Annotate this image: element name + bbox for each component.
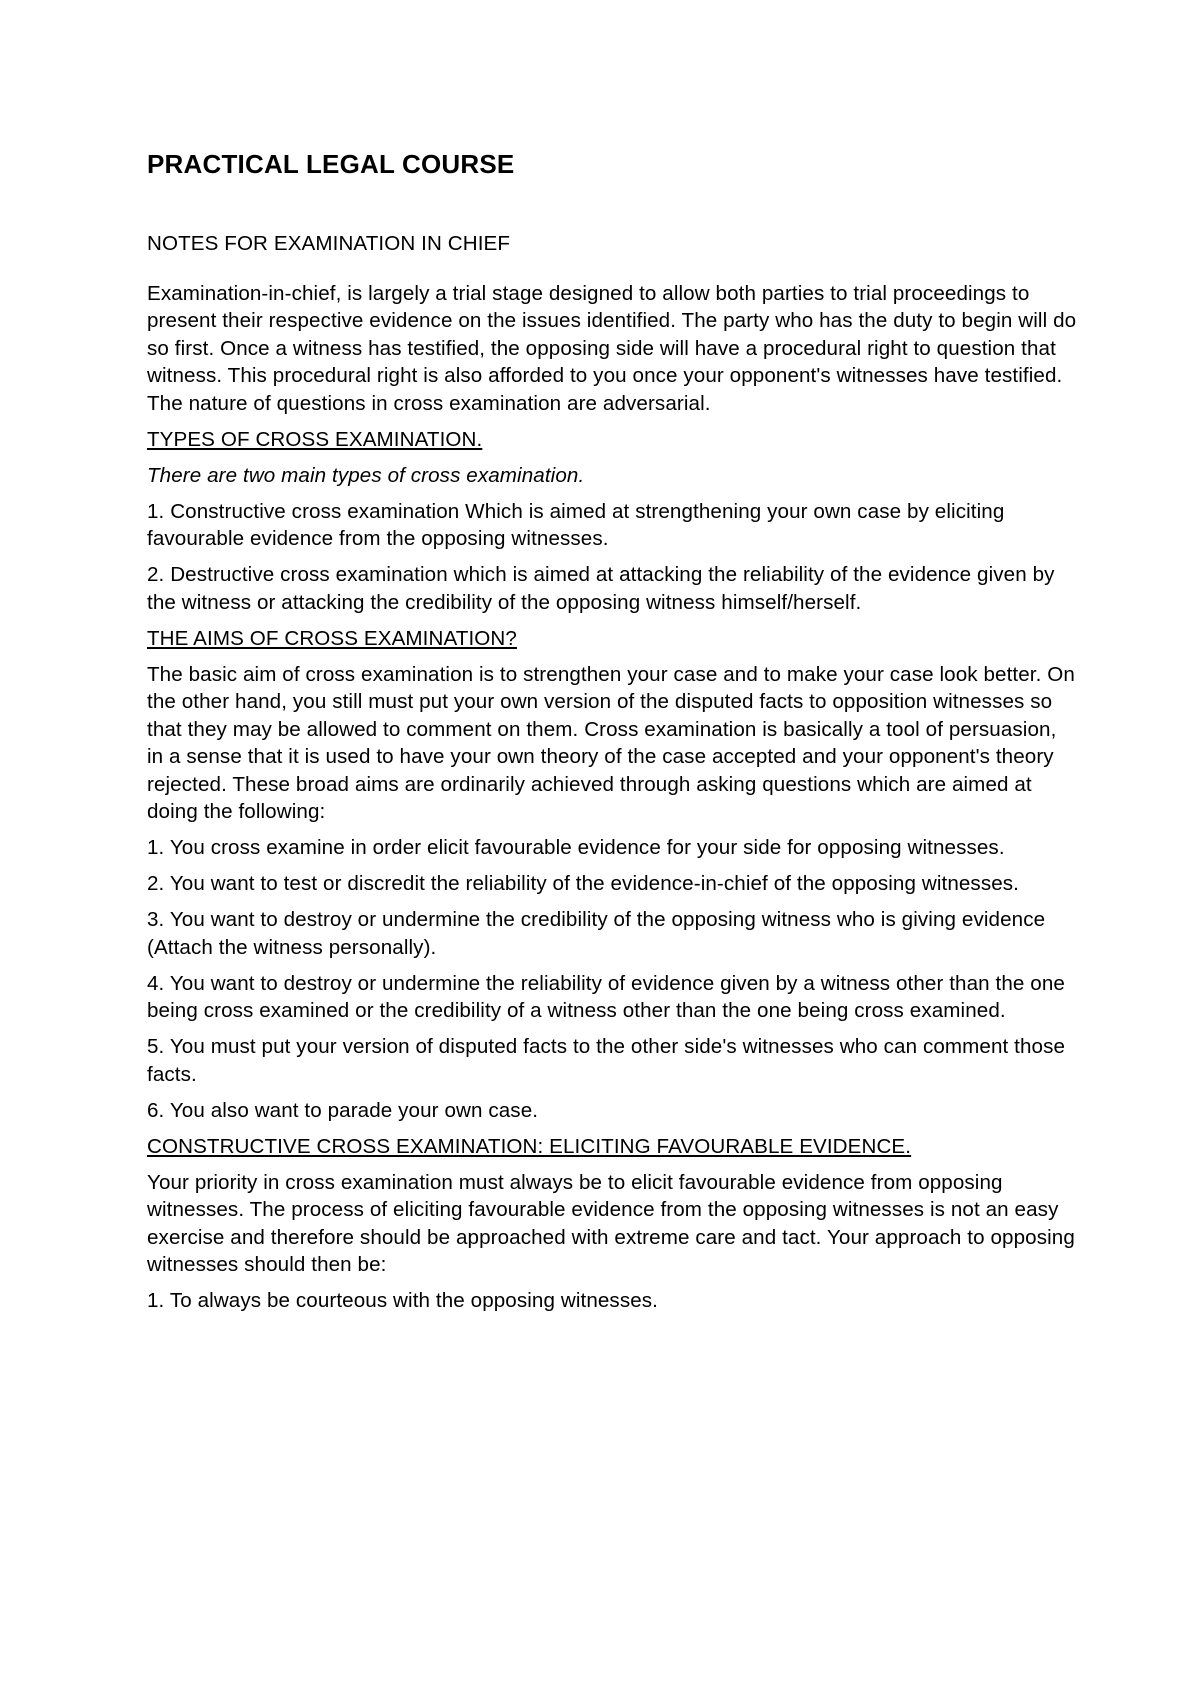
aims-list-item: 5. You must put your version of disputed facts to the other side's witnesses who can comment those facts. [147,1035,1066,1086]
types-list-item: 1. Constructive cross examination Which is aimed at strengthening your own case by eliciting favourable evidence from the opposing witnesses. [147,499,1005,550]
aims-list-item: 4. You want to destroy or undermine the reliability of evidence given by a witness other than the one being cross examined or the credibility of a witness other than the one being cross examined. [147,971,1065,1022]
aims-list-item: 3. You want to destroy or undermine the credibility of the opposing witness who is giving evidence (Attach the witness personally). [147,908,1046,959]
intro-paragraph: Examination-in-chief, is largely a trial stage designed to allow both parties to trial proceedings to present their respective evidence on the issues identified. The party who has the duty to begin will do so first. Once a witness has testified, the opposing side will have a procedural right to question that witness. This procedural right is also afforded to you once your opponent's witnesses have testified. The nature of questions in cross examination are adversarial. [147,281,1077,415]
aims-paragraph: The basic aim of cross examination is to strengthen your case and to make your case look better. On the other hand, you still must put your own version of the disputed facts to opposition witnesses so that they may be allowed to comment on them. Cross examination is basically a tool of persuasion, in a sense that it is used to have your own theory of the case accepted and your opponent's theory rejected. These broad aims are ordinarily achieved through asking questions which are aimed at doing the following: [147,662,1075,823]
types-intro: There are two main types of cross examination. [147,463,585,487]
constructive-paragraph: Your priority in cross examination must always be to elicit favourable evidence from opposing witnesses. The process of eliciting favourable evidence from the opposing witnesses is not an easy exercise and therefore should be approached with extreme care and tact. Your approach to opposing witnesses should then be: [147,1170,1075,1276]
aims-list-item: 2. You want to test or discredit the reliability of the evidence-in-chief of the opposing witnesses. [147,872,1019,895]
aims-heading: THE AIMS OF CROSS EXAMINATION? [147,626,517,650]
types-heading: TYPES OF CROSS EXAMINATION. [147,427,483,451]
notes-subtitle: NOTES FOR EXAMINATION IN CHIEF [147,232,511,255]
document-body [147,148,1077,1323]
constructive-heading: CONSTRUCTIVE CROSS EXAMINATION: ELICITING FAVOURABLE EVIDENCE. [147,1134,912,1158]
aims-list-item: 6. You also want to parade your own case. [147,1098,539,1122]
types-list-item: 2. Destructive cross examination which is aimed at attacking the reliability of the evidence given by the witness or attacking the credibility of the opposing witness himself/herself. [147,563,1055,614]
document-title: PRACTICAL LEGAL COURSE [147,149,515,179]
aims-list-item: 1. You cross examine in order elicit favourable evidence for your side for opposing witnesses. [147,836,1005,859]
constructive-list-item: 1. To always be courteous with the opposing witnesses. [147,1289,659,1312]
